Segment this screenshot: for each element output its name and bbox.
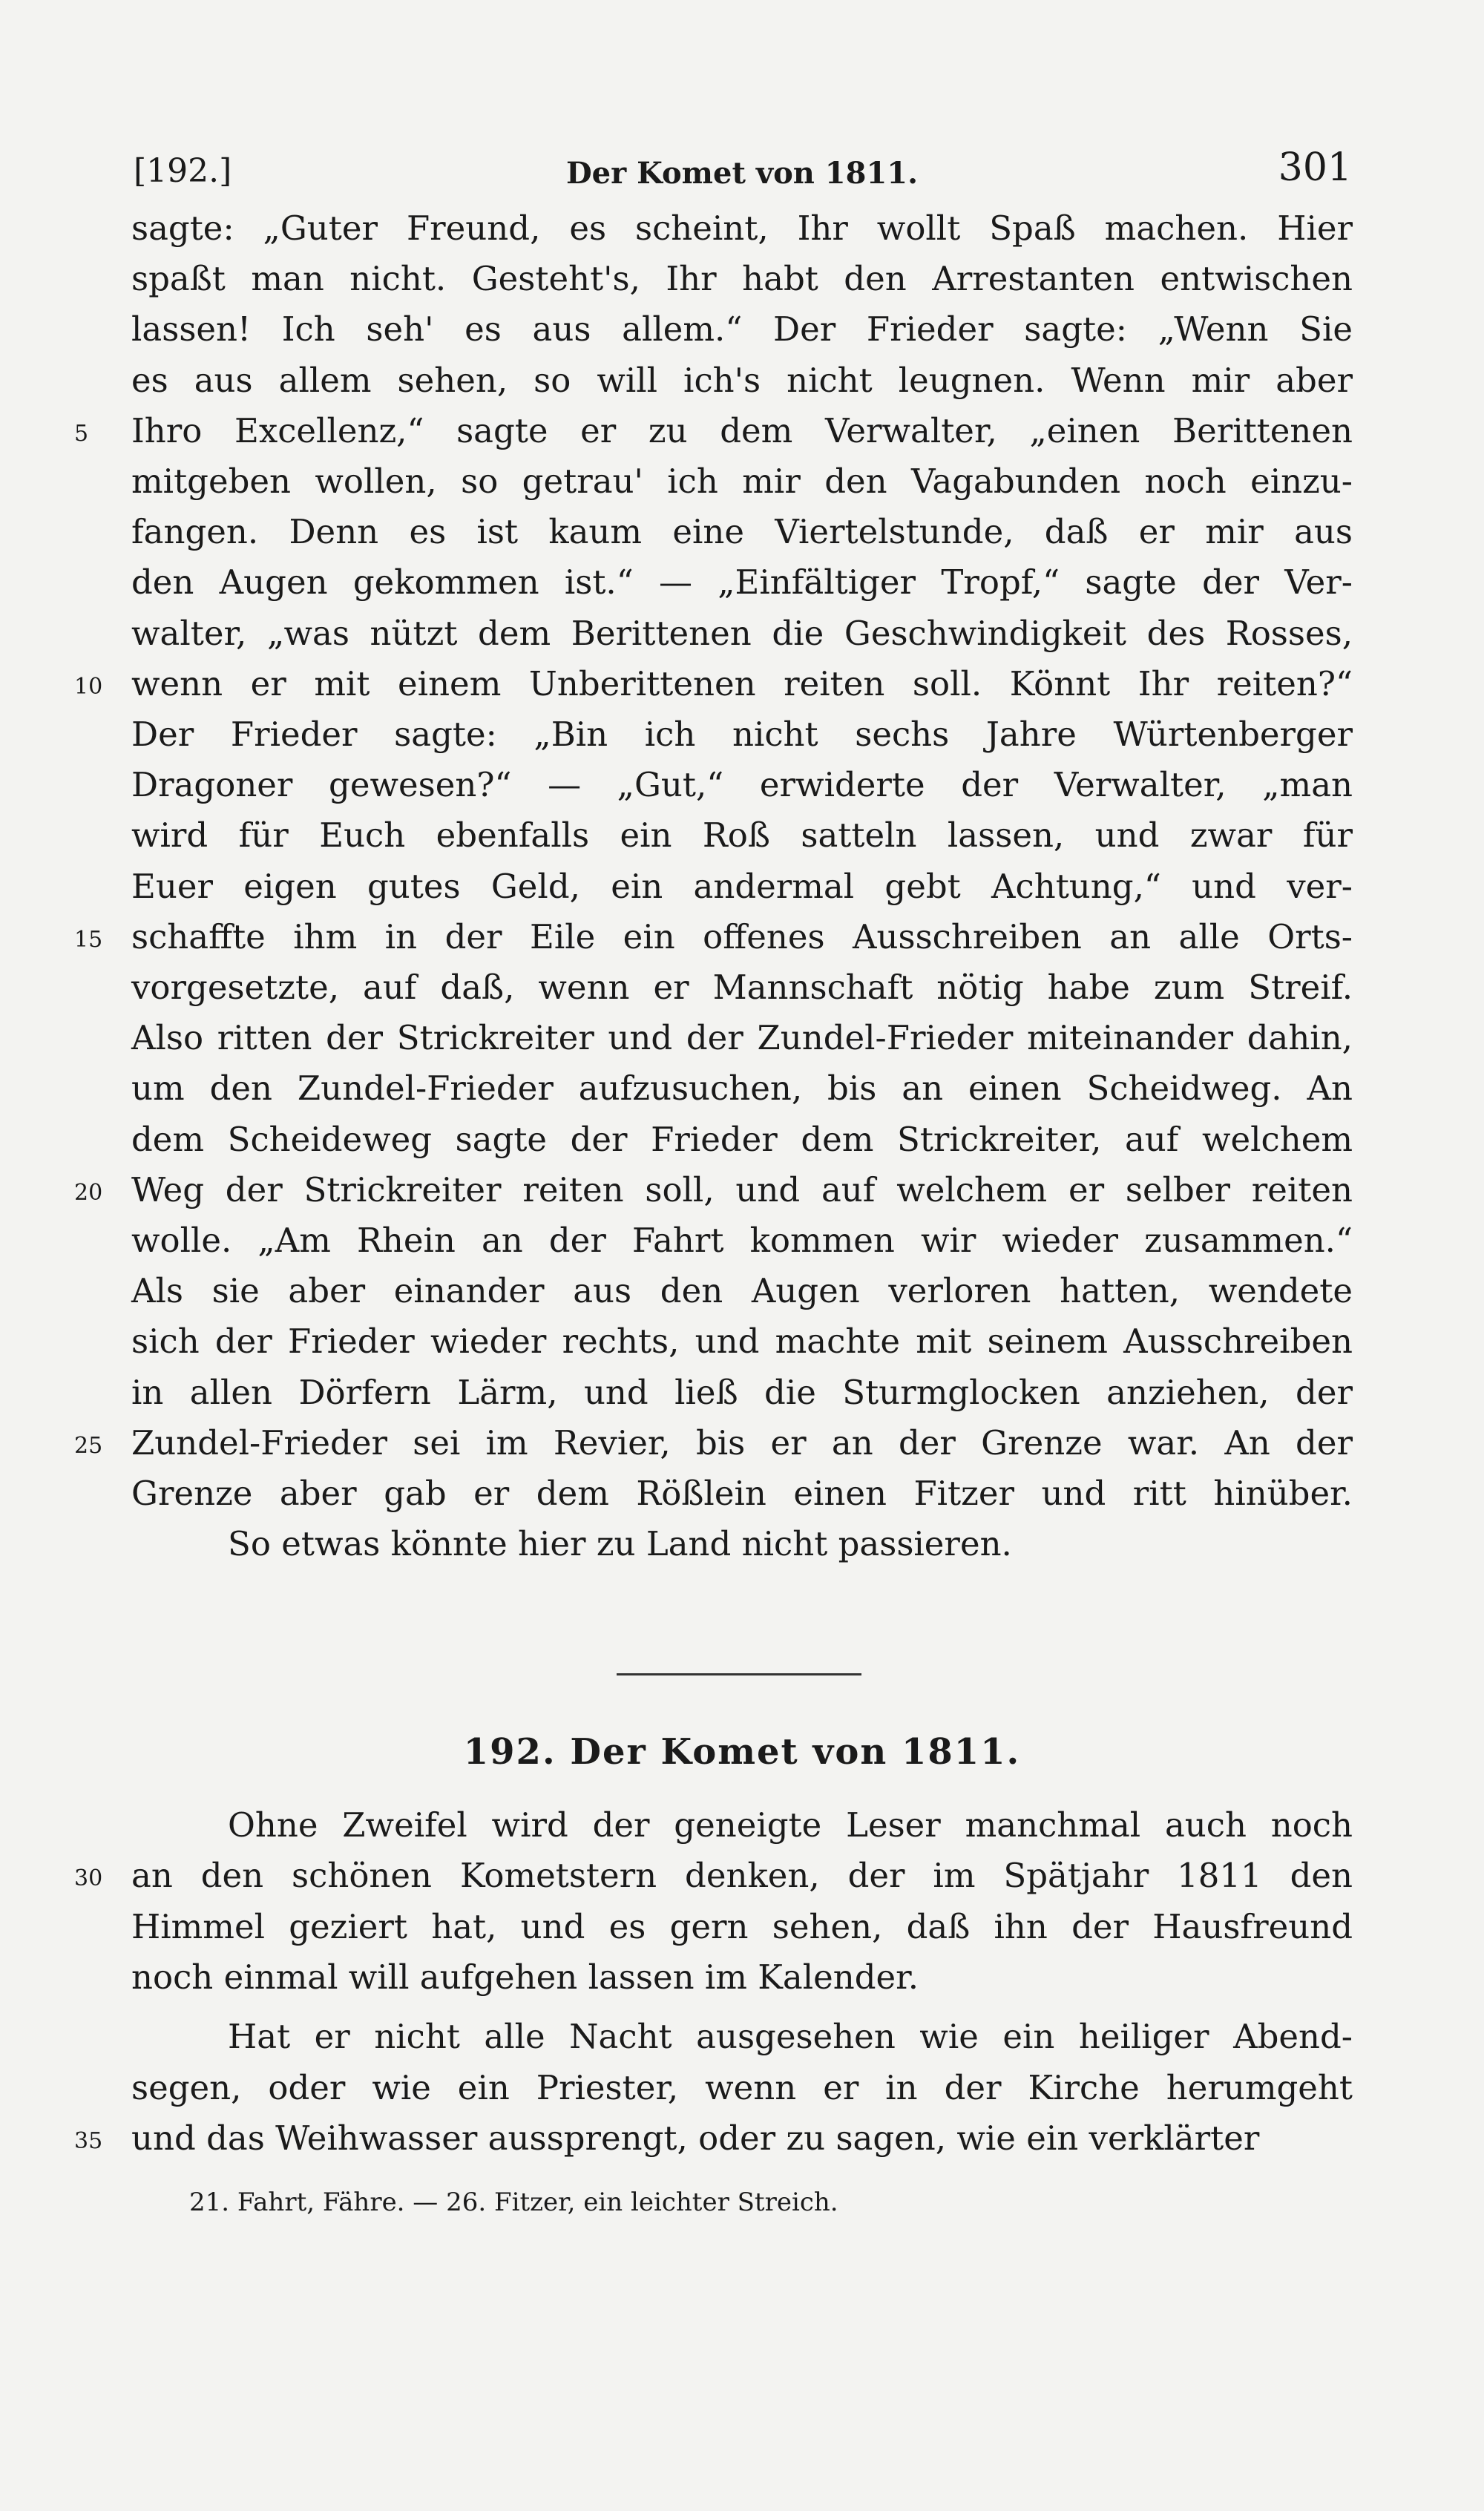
running-title: Der Komet von 1811. (565, 156, 919, 191)
section-divider (617, 1673, 861, 1675)
line-number: 35 (74, 2127, 103, 2154)
text-line: es aus allem sehen, so will ich's nicht leugnen. Wenn mir aber (131, 360, 1353, 400)
text-line: Hat er nicht alle Nacht ausgesehen wie ein heiliger Abend- (228, 2017, 1353, 2057)
text-line: lassen! Ich seh' es aus allem.“ Der Frieder sagte: „Wenn Sie (131, 309, 1353, 349)
text-line: Weg der Strickreiter reiten soll, und auf welchem er selber reiten (131, 1169, 1353, 1209)
text-line: und das Weihwasser aussprengt, oder zu sagen, wie ein verklärter (131, 2118, 1260, 2158)
line-number: 20 (74, 1179, 103, 1206)
text-line: spaßt man nicht. Gesteht's, Ihr habt den Arrestanten entwischen (131, 259, 1353, 299)
text-line: in allen Dörfern Lärm, und ließ die Sturmglocken anziehen, der (131, 1372, 1353, 1412)
text-line: walter, „was nützt dem Berittenen die Geschwindigkeit des Rosses, (131, 613, 1353, 653)
text-line: um den Zundel-Frieder aufzusuchen, bis an einen Scheidweg. An (131, 1069, 1353, 1109)
text-line: Also ritten der Strickreiter und der Zundel-Frieder miteinander dahin, (131, 1018, 1353, 1058)
text-line: sagte: „Guter Freund, es scheint, Ihr wollt Spaß machen. Hier (131, 209, 1353, 248)
section-reference: [192.] (134, 152, 232, 190)
text-line: Ohne Zweifel wird der geneigte Leser manchmal auch noch (228, 1805, 1353, 1845)
text-line: dem Scheideweg sagte der Frieder dem Strickreiter, auf welchem (131, 1119, 1353, 1159)
text-line: wenn er mit einem Unberittenen reiten soll. Könnt Ihr reiten?“ (131, 663, 1353, 703)
text-line: Ihro Excellenz,“ sagte er zu dem Verwalter, „einen Berittenen (131, 410, 1353, 450)
text-line: Zundel-Frieder sei im Revier, bis er an der Grenze war. An der (131, 1422, 1353, 1463)
section-heading: 192. Der Komet von 1811. (463, 1731, 1021, 1773)
text-line: wolle. „Am Rhein an der Fahrt kommen wir wieder zusammen.“ (131, 1221, 1353, 1260)
text-line: Dragoner gewesen?“ — „Gut,“ erwiderte der Verwalter, „man (131, 765, 1353, 805)
line-number: 25 (74, 1432, 103, 1459)
text-line: Himmel geziert hat, und es gern sehen, daß ihn der Hausfreund (131, 1906, 1353, 1946)
text-line: Grenze aber gab er dem Rößlein einen Fitzer und ritt hinüber. (131, 1474, 1353, 1513)
text-line: Als sie aber einander aus den Augen verloren hatten, wendete (131, 1271, 1353, 1311)
text-line: Der Frieder sagte: „Bin ich nicht sechs Jahre Würtenberger (131, 715, 1353, 754)
text-line: So etwas könnte hier zu Land nicht passieren. (228, 1524, 1012, 1564)
line-number: 15 (74, 926, 103, 953)
text-line: segen, oder wie ein Priester, wenn er in der Kirche herumgeht (131, 2067, 1353, 2107)
line-number: 30 (74, 1865, 103, 1892)
text-line: an den schönen Kometstern denken, der im Spätjahr 1811 den (131, 1856, 1353, 1896)
text-line: schaffte ihm in der Eile ein offenes Ausschreiben an alle Orts- (131, 916, 1353, 956)
text-line: mitgeben wollen, so getrau' ich mir den Vagabunden noch einzu- (131, 462, 1353, 501)
text-line: vorgesetzte, auf daß, wenn er Mannschaft nötig habe zum Streif. (131, 968, 1353, 1007)
line-number: 10 (74, 673, 103, 700)
text-line: den Augen gekommen ist.“ — „Einfältiger Tropf,“ sagte der Ver- (131, 562, 1353, 603)
page-number: 301 (1278, 145, 1352, 190)
text-line: Euer eigen gutes Geld, ein andermal gebt Achtung,“ und ver- (131, 866, 1353, 906)
footnote: 21. Fahrt, Fähre. — 26. Fitzer, ein leichter Streich. (189, 2187, 838, 2217)
text-line: fangen. Denn es ist kaum eine Viertelstunde, daß er mir aus (131, 512, 1353, 552)
line-number: 5 (74, 420, 89, 447)
text-line: noch einmal will aufgehen lassen im Kalender. (131, 1957, 919, 1997)
text-line: wird für Euch ebenfalls ein Roß satteln lassen, und zwar für (131, 815, 1353, 856)
text-line: sich der Frieder wieder rechts, und machte mit seinem Ausschreiben (131, 1322, 1353, 1362)
